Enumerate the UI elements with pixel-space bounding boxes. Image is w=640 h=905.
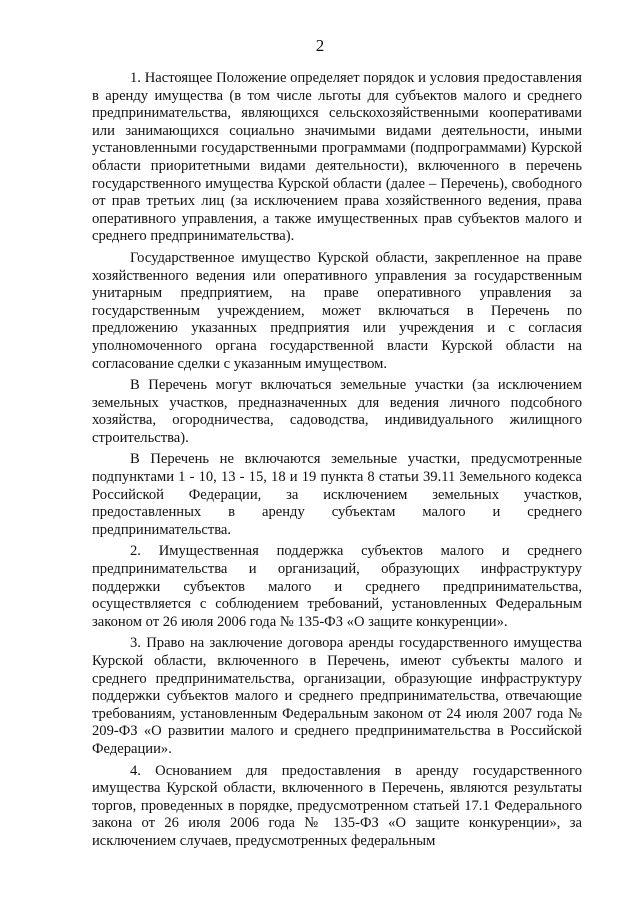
page-number: 2	[315, 36, 325, 55]
paragraph-1-provision-scope: 1. Настоящее Положение определяет порядок и условия предоставления в аренду имущества (в том числе льготы для субъектов малого и среднего предпринимательства, являющихся сельскохозяйственными кооперативами или занимающихся социально значимыми видами деятельности, иными установленными государственными программами (подпрограммами) Курской области приоритетными видами деятельности), включенного в перечень государственного имущества Курской области (далее – Перечень), свободного от прав третьих лиц (за исключением права хозяйственного ведения, права оперативного управления, а также имущественных прав субъектов малого и среднего предпринимательства).	[92, 70, 582, 245]
paragraph-4-lease-basis: 4. Основанием для предоставления в аренду государственного имущества Курской области, включенного в Перечень, являются результаты торгов, проведенных в порядке, предусмотренном статьей 17.1 Федерального закона от 26 июля 2006 года № 135-ФЗ «О защите конкуренции», за исключением случаев, предусмотренных федеральным	[92, 762, 582, 849]
paragraph-land-plots-excluded: В Перечень не включаются земельные участки, предусмотренные подпунктами 1 - 10, 13 - 15, 18 и 19 пункта 8 статьи 39.11 Земельного кодекса Российской Федерации, за исключением земельных участков, предоставленных в аренду субъектам малого и среднего предпринимательства.	[92, 451, 582, 538]
paragraph-2-property-support: 2. Имущественная поддержка субъектов малого и среднего предпринимательства и организаций, образующих инфраструктуру поддержки субъектов малого и среднего предпринимательства, осуществляется с соблюдением требований, установленных Федеральным законом от 26 июля 2006 года № 135-ФЗ «О защите конкуренции».	[92, 543, 582, 630]
document-body	[92, 70, 582, 851]
paragraph-land-plots-included: В Перечень могут включаться земельные участки (за исключением земельных участков, предназначенных для ведения личного подсобного хозяйства, огородничества, садоводства, индивидуального жилищного строительства).	[92, 377, 582, 446]
paragraph-3-lease-right: 3. Право на заключение договора аренды государственного имущества Курской области, включенного в Перечень, имеют субъекты малого и среднего предпринимательства, организации, образующие инфраструктуру поддержки субъектов малого и среднего предпринимательства, отвечающие требованиям, установленным Федеральным законом от 24 июля 2007 года № 209-ФЗ «О развитии малого и среднего предпринимательства в Российской Федерации».	[92, 635, 582, 757]
paragraph-state-property-inclusion: Государственное имущество Курской области, закрепленное на праве хозяйственного ведения или оперативного управления за государственным унитарным предприятием, на праве оперативного управления за государственным учреждением, может включаться в Перечень по предложению указанных предприятия или учреждения и с согласия уполномоченного органа государственной власти Курской области на согласование сделки с указанным имуществом.	[92, 249, 582, 372]
